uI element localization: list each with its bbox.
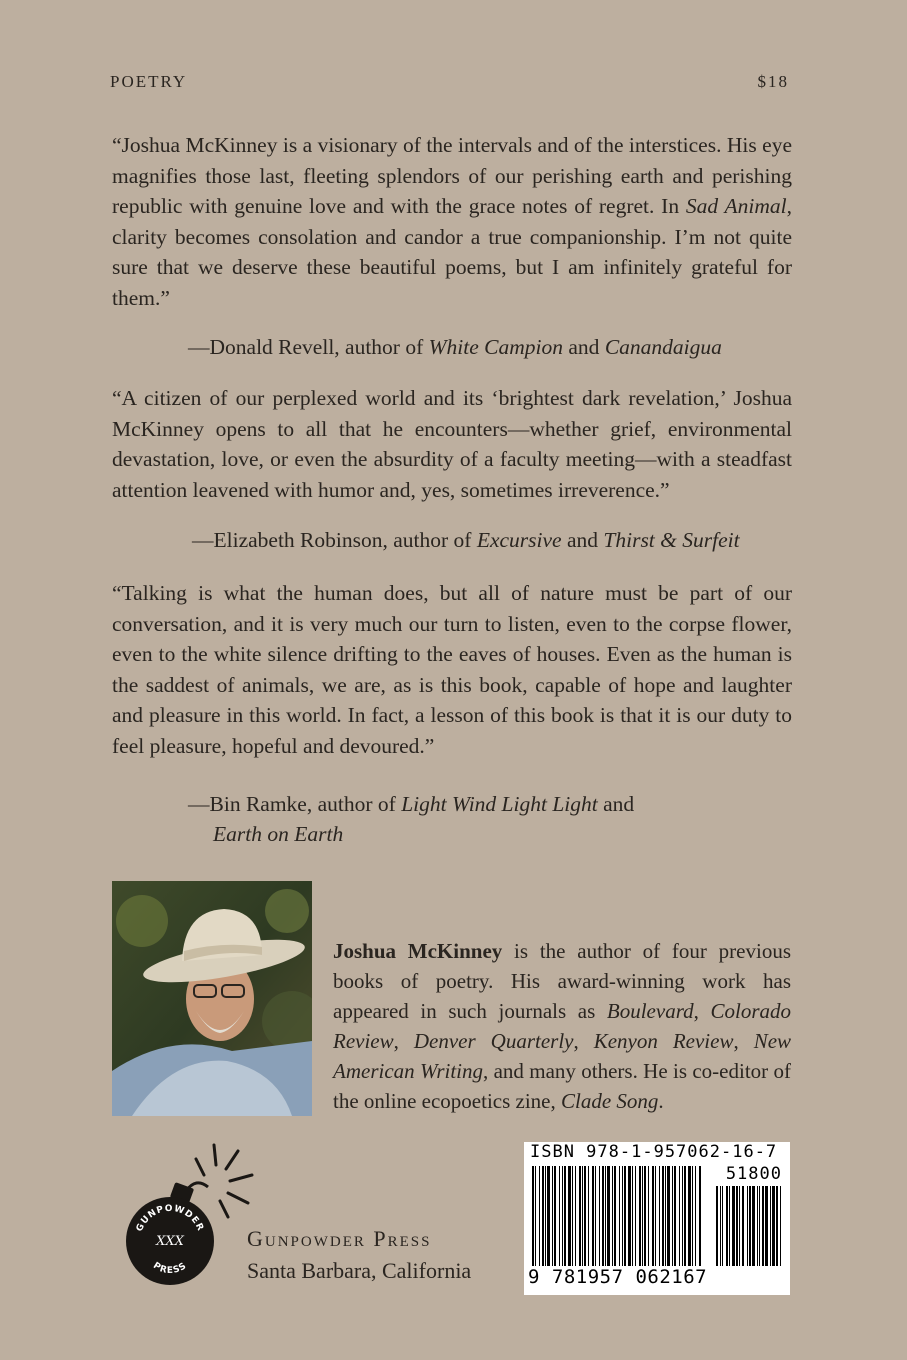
journal-title: Boulevard xyxy=(606,999,694,1023)
addon-bar xyxy=(776,1186,778,1266)
book-title: Earth on Earth xyxy=(213,822,344,846)
bio-text: is the author of four previous books of poetry. His award-winning work has appeared in such journals as xyxy=(333,939,791,1023)
barcode-bar xyxy=(579,1166,581,1266)
barcode-bar xyxy=(554,1166,556,1266)
author-bio xyxy=(333,936,791,1116)
attribution-text: and xyxy=(563,335,605,359)
addon-bar xyxy=(759,1186,760,1266)
barcode-bar xyxy=(659,1166,660,1266)
barcode-bar xyxy=(592,1166,594,1266)
journal-title: Denver Quarterly xyxy=(413,1029,574,1053)
attribution-text: —Elizabeth Robinson, author of xyxy=(192,528,477,552)
addon-bar xyxy=(736,1186,738,1266)
barcode-bar xyxy=(624,1166,626,1266)
blurb-text: “Joshua McKinney is a visionary of the intervals and of the interstices. His eye magnifies those last, fleeting splendors of our perishing earth and perishing republic with genuine love and with the grace notes of regret. In xyxy=(112,133,792,218)
barcode-bar xyxy=(588,1166,589,1266)
addon-bar xyxy=(742,1186,744,1266)
addon-bar xyxy=(726,1186,728,1266)
barcode-bar xyxy=(575,1166,576,1266)
barcode-bar xyxy=(545,1166,546,1266)
barcode-bar xyxy=(665,1166,666,1266)
price-label: $18 xyxy=(757,72,789,91)
addon-bar xyxy=(720,1186,721,1266)
barcode-bar xyxy=(642,1166,643,1266)
barcode-bar xyxy=(688,1166,691,1266)
barcode-bar xyxy=(644,1166,646,1266)
addon-bar xyxy=(752,1186,755,1266)
journal-title: Colorado Review xyxy=(333,999,791,1053)
barcode-bar xyxy=(542,1166,544,1266)
attribution-text: and xyxy=(597,792,635,816)
logo-text-top: GUNPOWDER xyxy=(134,1203,206,1234)
bio-text: , xyxy=(733,1029,754,1053)
logo-text-bottom: PRESS xyxy=(151,1260,189,1277)
barcode-bar xyxy=(639,1166,641,1266)
addon-bar xyxy=(780,1186,781,1266)
attribution-text: —Bin Ramke, author of xyxy=(188,792,402,816)
zine-title: Clade Song xyxy=(561,1089,659,1113)
barcode-bar xyxy=(564,1166,566,1266)
barcode-bar xyxy=(628,1166,631,1266)
barcode-bar xyxy=(619,1166,620,1266)
barcode-bar xyxy=(614,1166,616,1266)
author-photo xyxy=(112,881,312,1116)
attribution-robinson xyxy=(192,525,740,555)
blurb-text: “A citizen of our perplexed world and its ‘brightest dark revelation,’ Joshua McKinney opens to all that he encounters—whether grief, environmental devastation, love, or even the absurdity of a faculty meeting—with a steadfast attention leavened with humor and, yes, sometimes irreverence.” xyxy=(112,386,792,502)
book-title: White Campion xyxy=(428,335,564,359)
barcode-bar xyxy=(648,1166,649,1266)
barcode-bar xyxy=(652,1166,654,1266)
journal-title: New American Writing xyxy=(333,1029,792,1083)
publisher-location: Santa Barbara, California xyxy=(247,1258,472,1283)
barcode-bar xyxy=(599,1166,600,1266)
author-name: Joshua McKinney xyxy=(333,939,503,963)
attribution-ramke xyxy=(188,789,634,819)
bomb-icon xyxy=(126,1135,256,1295)
attribution-text: —Donald Revell, author of xyxy=(188,335,429,359)
top-line xyxy=(110,72,789,92)
barcode-bar xyxy=(674,1166,676,1266)
bio-text: , xyxy=(573,1029,594,1053)
barcode-bar xyxy=(568,1166,571,1266)
isbn-text: ISBN 978-1-957062-16-7 xyxy=(530,1142,778,1162)
addon-bar xyxy=(729,1186,730,1266)
barcode-bar xyxy=(559,1166,560,1266)
bio-text: , xyxy=(693,999,711,1023)
author-photo-illustration xyxy=(112,881,312,1116)
bio-text: , and many others. He is co-editor of the online ecopoetics zine, xyxy=(333,1059,791,1113)
book-title: Thirst & Surfeit xyxy=(603,528,740,552)
addon-bar xyxy=(770,1186,771,1266)
barcode-bar xyxy=(672,1166,673,1266)
attribution-text: and xyxy=(561,528,604,552)
barcode-bar xyxy=(607,1166,610,1266)
barcode-bar xyxy=(622,1166,623,1266)
barcode-bar xyxy=(662,1166,664,1266)
publisher-name: Gunpowder Press xyxy=(247,1226,432,1251)
barcode-bar xyxy=(535,1166,536,1266)
publisher-logo xyxy=(126,1135,256,1295)
blurb-robinson xyxy=(112,383,792,505)
barcode-bar xyxy=(532,1166,534,1266)
addon-bar xyxy=(762,1186,764,1266)
bio-text: , xyxy=(393,1029,414,1053)
category-label: POETRY xyxy=(110,72,188,91)
barcode-bar xyxy=(667,1166,670,1266)
barcode-bar xyxy=(682,1166,683,1266)
attribution-revell xyxy=(188,332,722,362)
logo-mark: XXX xyxy=(156,1234,184,1249)
addon-bar xyxy=(747,1186,748,1266)
barcode-bar xyxy=(632,1166,633,1266)
book-title: Sad Animal xyxy=(685,194,787,218)
barcode-bar xyxy=(584,1166,586,1266)
isbn-barcode xyxy=(524,1142,790,1295)
barcode-bar xyxy=(684,1166,686,1266)
addon-bar xyxy=(772,1186,775,1266)
addon-bar xyxy=(757,1186,758,1266)
barcode-bar xyxy=(602,1166,604,1266)
addon-bar xyxy=(722,1186,723,1266)
blurb-ramke xyxy=(112,578,792,761)
barcode-bar xyxy=(572,1166,573,1266)
barcode-bar xyxy=(679,1166,680,1266)
barcode-bar xyxy=(539,1166,540,1266)
bio-text: . xyxy=(658,1089,664,1113)
addon-bar xyxy=(716,1186,718,1266)
barcode-bar xyxy=(562,1166,563,1266)
journal-title: Kenyon Review xyxy=(593,1029,734,1053)
addon-bar xyxy=(739,1186,740,1266)
addon-bar xyxy=(765,1186,768,1266)
blurb-text: “Talking is what the human does, but all of nature must be part of our conversation, and it is very much our turn to listen, even to the corpse flower, even to the white silence drifting to the eaves of houses. Even as the human is the saddest of animals, we are, as is this book, capable of hope and laughter and pleasure in this world. In fact, a lesson of this book is that it is our duty to feel pleasure, hopeful and devoured.” xyxy=(112,581,792,758)
blurb-text: , clarity becomes consolation and candor a true companionship. I’m not quite sure that we deserve these beautiful poems, but I am infinitely grateful for them.” xyxy=(112,194,792,310)
barcode-bar xyxy=(695,1166,696,1266)
barcode-bar xyxy=(552,1166,553,1266)
barcode-bar xyxy=(595,1166,596,1266)
barcode-bar xyxy=(605,1166,606,1266)
addon-bar xyxy=(749,1186,751,1266)
book-title: Canandaigua xyxy=(604,335,722,359)
barcode-bar xyxy=(699,1166,701,1266)
book-title: Excursive xyxy=(476,528,562,552)
barcode-bar xyxy=(582,1166,583,1266)
barcode-bar xyxy=(655,1166,656,1266)
book-title: Light Wind Light Light xyxy=(401,792,598,816)
barcode-bar xyxy=(635,1166,636,1266)
barcode-bar xyxy=(547,1166,550,1266)
price-code: 51800 xyxy=(725,1164,782,1184)
barcode-bar xyxy=(692,1166,693,1266)
barcode-bar xyxy=(612,1166,613,1266)
addon-bar xyxy=(732,1186,735,1266)
attribution-ramke-line2 xyxy=(213,819,343,849)
blurb-revell xyxy=(112,130,792,313)
ean-digits: 9 781957 062167 xyxy=(528,1266,708,1288)
